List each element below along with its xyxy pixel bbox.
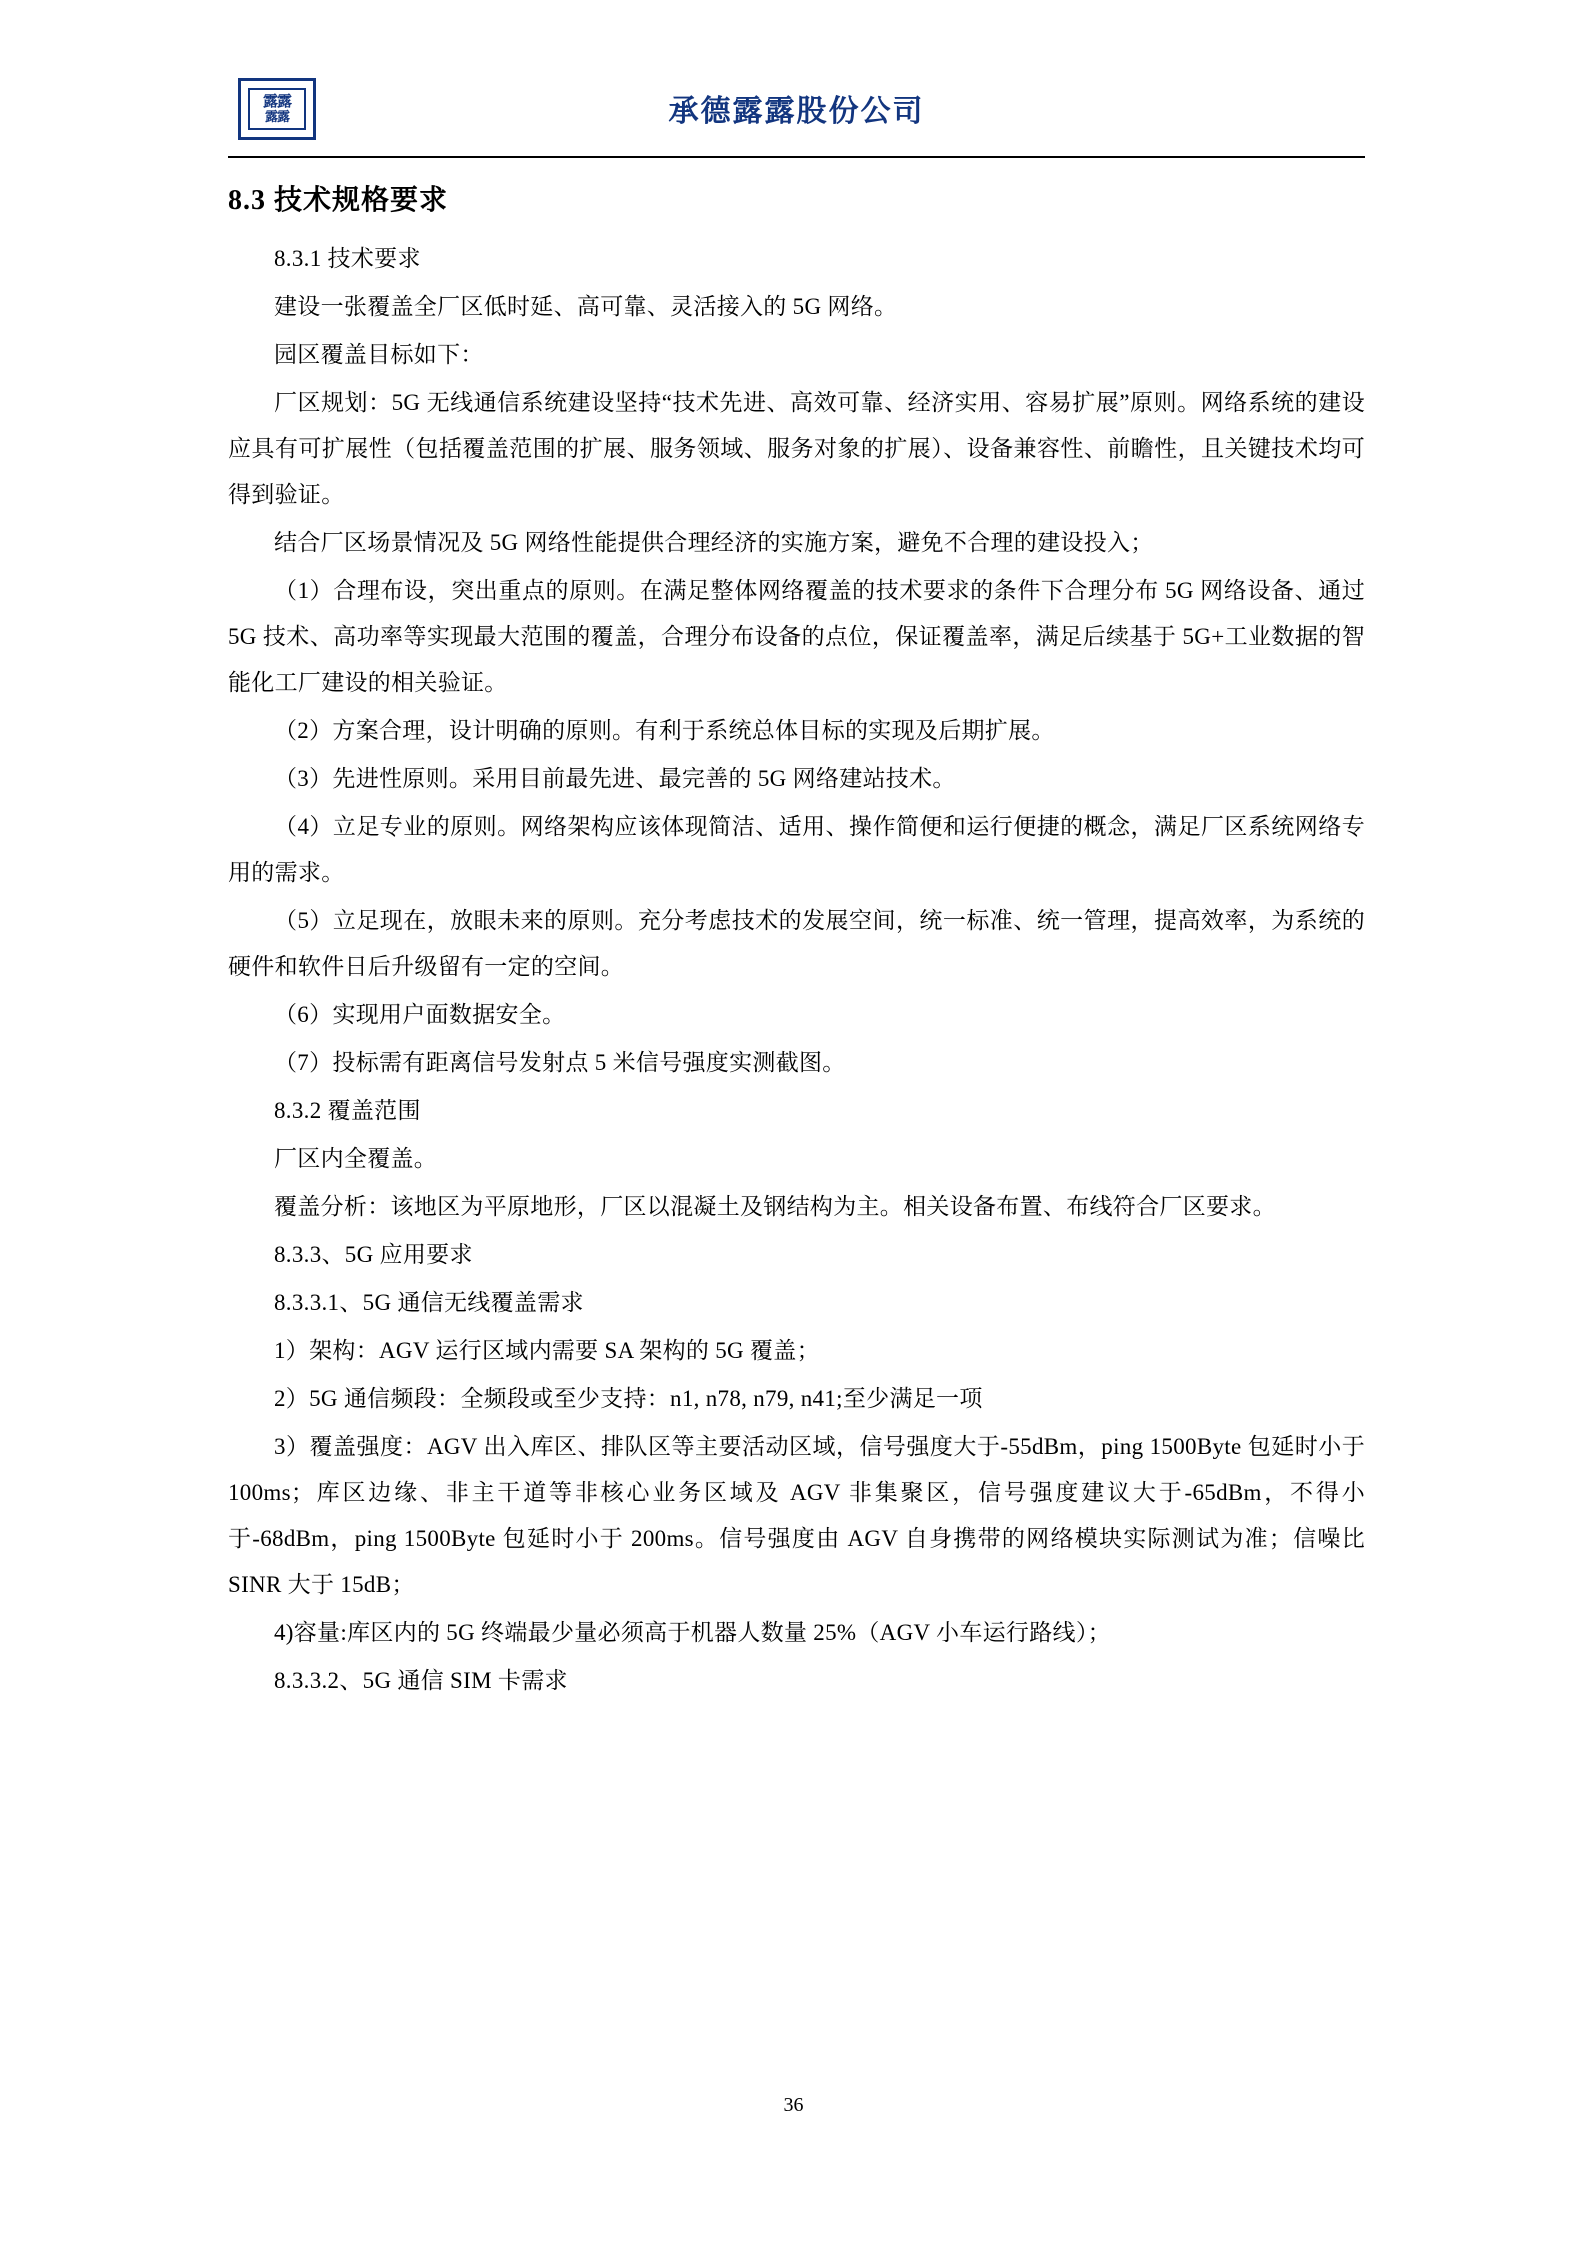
page-number: 36	[783, 2094, 804, 2116]
paragraph-principle-1: （1）合理布设，突出重点的原则。在满足整体网络覆盖的技术要求的条件下合理分布 5G 网络设备、通过 5G 技术、高功率等实现最大范围的覆盖，合理分布设备的点位，保证覆盖率，满足后续基于 5G+工业数据的智能化工厂建设的相关验证。	[228, 578, 1365, 695]
header-divider	[228, 156, 1365, 158]
paragraph-plant-planning: 厂区规划：5G 无线通信系统建设坚持“技术先进、高效可靠、经济实用、容易扩展”原则。网络系统的建设应具有可扩展性（包括覆盖范围的扩展、服务领域、服务对象的扩展）、设备兼容性、前瞻性，且关键技术均可得到验证。	[228, 390, 1365, 507]
paragraph-req-capacity: 4)容量:库区内的 5G 终端最少量必须高于机器人数量 25%（AGV 小车运行路线）；	[274, 1620, 1111, 1645]
paragraph-principle-3: （3）先进性原则。采用目前最先进、最完善的 5G 网络建站技术。	[274, 766, 956, 791]
page-header	[228, 78, 1365, 150]
paragraph-principle-2: （2）方案合理，设计明确的原则。有利于系统总体目标的实现及后期扩展。	[274, 718, 1055, 743]
paragraph-req-signal-strength: 3）覆盖强度：AGV 出入库区、排队区等主要活动区域，信号强度大于-55dBm，ping 1500Byte 包延时小于 100ms；库区边缘、非主干道等非核心业务区域及 AGV 非集聚区，信号强度建议大于-65dBm，不得小于-68dBm，ping 1500Byte 包延时小于 200ms。信号强度由 AGV 自身携带的网络模块实际测试为准；信噪比 SINR 大于 15dB；	[228, 1434, 1365, 1597]
paragraph-principle-6: （6）实现用户面数据安全。	[274, 1002, 566, 1027]
paragraph-coverage-target: 园区覆盖目标如下：	[274, 342, 484, 367]
paragraph-8-3-2-heading: 8.3.2 覆盖范围	[274, 1098, 421, 1123]
paragraph-principle-7: （7）投标需有距离信号发射点 5 米信号强度实测截图。	[274, 1050, 846, 1075]
paragraph-8-3-3-heading: 8.3.3、5G 应用要求	[274, 1242, 473, 1267]
paragraph-network-goal: 建设一张覆盖全厂区低时延、高可靠、灵活接入的 5G 网络。	[274, 294, 898, 319]
paragraph-8-3-3-1-heading: 8.3.3.1、5G 通信无线覆盖需求	[274, 1290, 584, 1315]
logo-text-line2: 露露	[264, 109, 289, 124]
section-title: 8.3 技术规格要求	[228, 185, 449, 216]
company-name: 承德露露股份公司	[668, 95, 925, 128]
paragraph-principle-5: （5）立足现在，放眼未来的原则。充分考虑技术的发展空间，统一标准、统一管理，提高效率，为系统的硬件和软件日后升级留有一定的空间。	[228, 908, 1365, 979]
paragraph-8-3-1-heading: 8.3.1 技术要求	[274, 246, 421, 271]
paragraph-req-architecture: 1）架构：AGV 运行区域内需要 SA 架构的 5G 覆盖；	[274, 1338, 820, 1363]
paragraph-coverage-analysis: 覆盖分析：该地区为平原地形，厂区以混凝土及钢结构为主。相关设备布置、布线符合厂区要求。	[274, 1194, 1276, 1219]
page-content	[228, 178, 1365, 1706]
paragraph-principle-4: （4）立足专业的原则。网络架构应该体现简洁、适用、操作简便和运行便捷的概念，满足厂区系统网络专用的需求。	[228, 814, 1365, 885]
paragraph-economic-plan: 结合厂区场景情况及 5G 网络性能提供合理经济的实施方案，避免不合理的建设投入；	[274, 530, 1154, 555]
paragraph-full-coverage: 厂区内全覆盖。	[274, 1146, 438, 1171]
logo-text-line1: 露露	[262, 94, 291, 110]
paragraph-req-frequency: 2）5G 通信频段：全频段或至少支持：n1, n78, n79, n41;至少满足一项	[274, 1386, 983, 1411]
paragraph-8-3-3-2-heading: 8.3.3.2、5G 通信 SIM 卡需求	[274, 1668, 568, 1693]
